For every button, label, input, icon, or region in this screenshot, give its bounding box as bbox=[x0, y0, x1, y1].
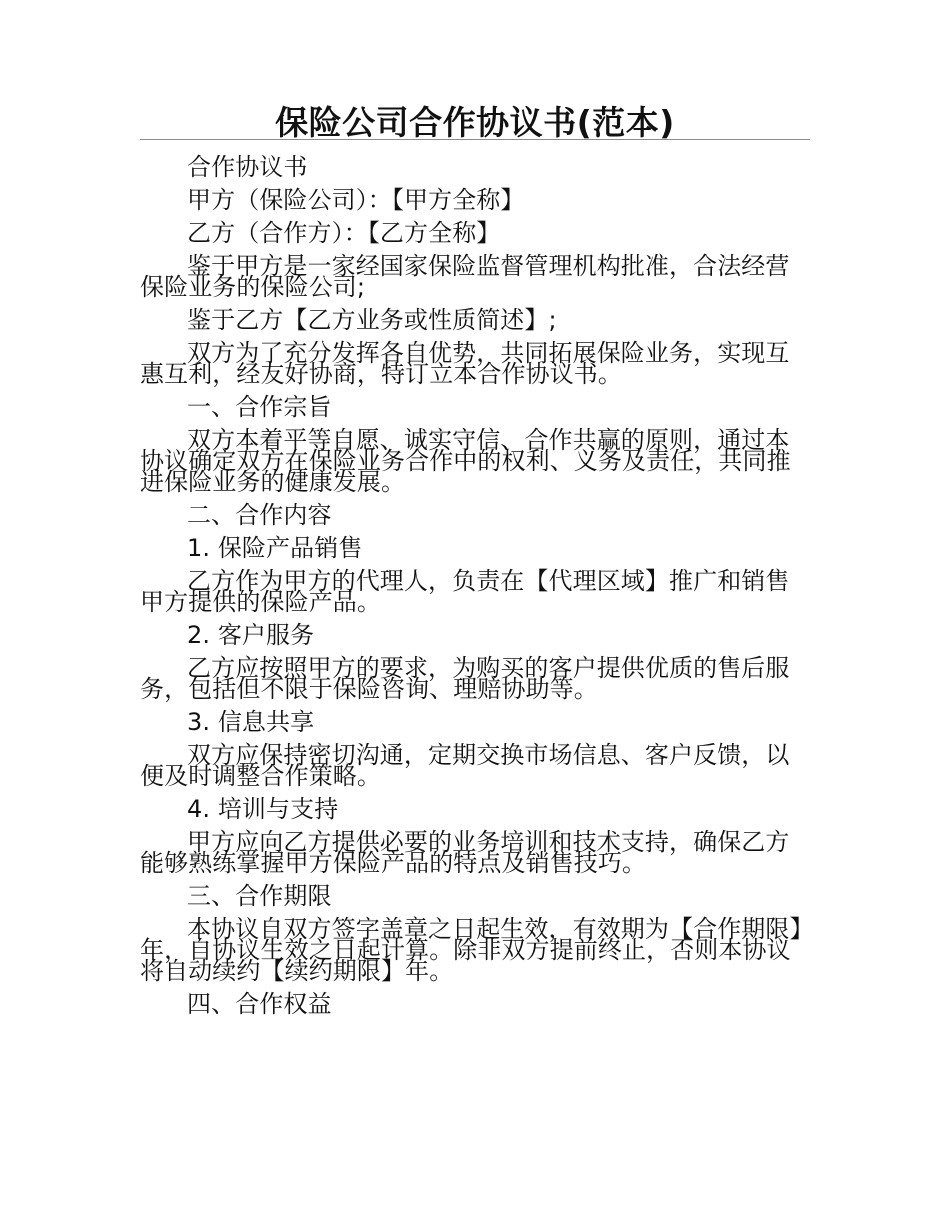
recital-party-a: 鉴于甲方是一家经国家保险监督管理机构批准，合法经营保险业务的保险公司; bbox=[140, 252, 790, 301]
recital-purpose: 双方为了充分发挥各自优势，共同拓展保险业务，实现互惠互利，经友好协商，特订立本合作协议书。 bbox=[140, 339, 790, 388]
training-text: 甲方应向乙方提供必要的业务培训和技术支持，确保乙方能够熟练掌握甲方保险产品的特点及销售技巧。 bbox=[140, 828, 790, 877]
product-sales-text: 乙方作为甲方的代理人，负责在【代理区域】推广和销售甲方提供的保险产品。 bbox=[140, 567, 790, 616]
heading-agreement: 合作协议书 bbox=[187, 153, 308, 181]
subheading-customer-service: 2. 客户服务 bbox=[187, 621, 315, 649]
purpose-text: 双方本着平等自愿、诚实守信、合作共赢的原则，通过本协议确定双方在保险业务合作中的权利、义务及责任，共同推进保险业务的健康发展。 bbox=[140, 426, 791, 496]
term-text: 本协议自双方签字盖章之日起生效，有效期为【合作期限】年，自协议生效之日起计算。除非双方提前终止，否则本协议将自动续约【续约期限】年。 bbox=[140, 915, 802, 985]
party-b-line: 乙方（合作方）：【乙方全称】 bbox=[187, 219, 501, 247]
recital-party-b: 鉴于乙方【乙方业务或性质简述】; bbox=[187, 306, 557, 334]
section-heading-term: 三、合作期限 bbox=[187, 882, 332, 910]
info-sharing-text: 双方应保持密切沟通，定期交换市场信息、客户反馈，以便及时调整合作策略。 bbox=[140, 741, 790, 790]
section-heading-purpose: 一、合作宗旨 bbox=[187, 393, 332, 421]
section-heading-rights: 四、合作权益 bbox=[187, 990, 332, 1018]
title-underline bbox=[140, 139, 810, 140]
subheading-product-sales: 1. 保险产品销售 bbox=[187, 534, 363, 562]
subheading-training: 4. 培训与支持 bbox=[187, 795, 339, 823]
document-title: 保险公司合作协议书(范本) bbox=[275, 103, 675, 142]
subheading-info-sharing: 3. 信息共享 bbox=[187, 708, 315, 736]
section-heading-content: 二、合作内容 bbox=[187, 501, 332, 529]
party-a-line: 甲方（保险公司）：【甲方全称】 bbox=[187, 186, 525, 214]
document-body bbox=[140, 153, 810, 1027]
customer-service-text: 乙方应按照甲方的要求，为购买的客户提供优质的售后服务，包括但不限于保险咨询、理赔协助等。 bbox=[140, 654, 790, 703]
